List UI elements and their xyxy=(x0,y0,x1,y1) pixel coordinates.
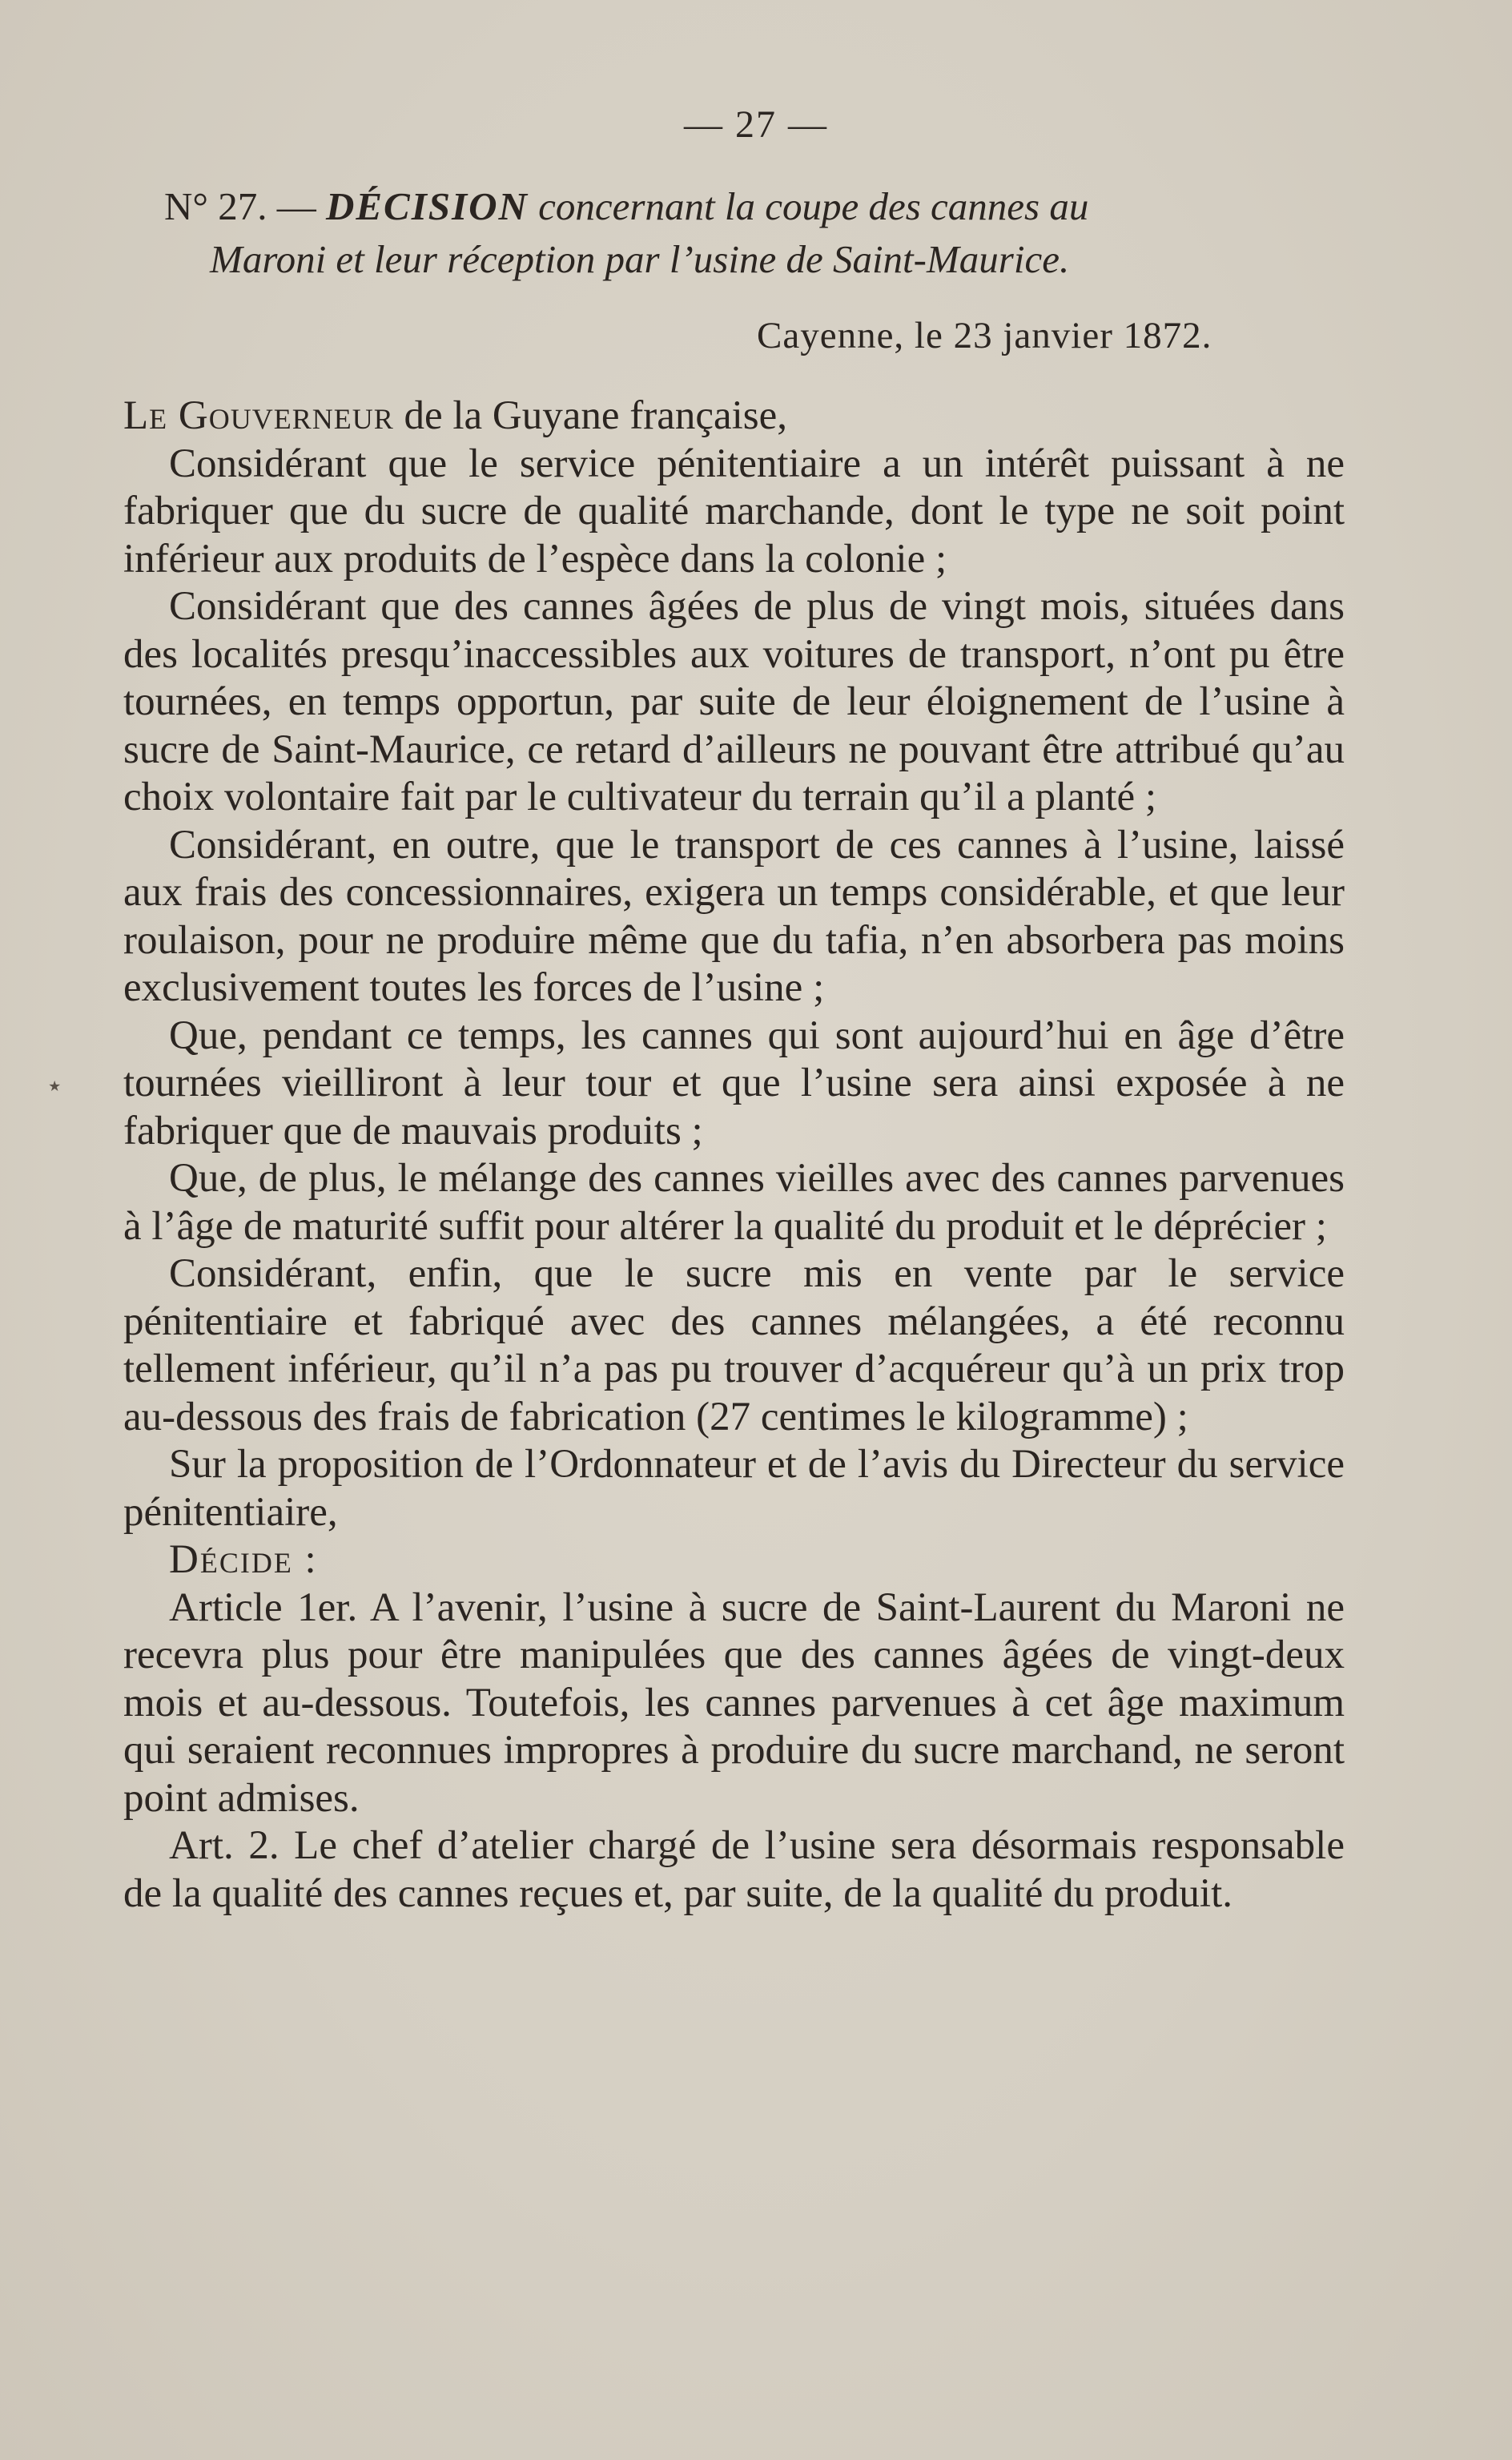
paragraph-7: Sur la proposition de l’Ordonnateur et de l’avis du Directeur du service pénitentiaire, xyxy=(123,1442,1345,1535)
paragraph-2: Considérant que des cannes âgées de plus de vingt mois, situées dans des localités presqu’inaccessibles aux voitures de transport, n’ont pu être tournées, en temps opportun, par suite de leur éloignement de l’usine à sucre de Saint-Maurice, ce retard d’ailleurs ne pouvant être attribué qu’au choix volontaire fait par le cultivateur du terrain qu’il a planté ; xyxy=(123,584,1345,819)
title-dash: — xyxy=(267,184,326,228)
governor-rest: de la Guyane française, xyxy=(393,393,788,438)
paragraph-1: Considérant que le service pénitentiaire a un intérêt puissant à ne fabriquer que du sucre de qualité marchande, dont le type ne soit point inférieur aux produits de l’espèce dans la colonie ; xyxy=(123,441,1345,582)
decision-title xyxy=(164,180,1365,286)
governor-line xyxy=(123,393,1345,441)
decision-body xyxy=(123,393,1345,1918)
article-2: Art. 2. Le chef d’atelier chargé de l’usine sera désormais responsable de la qualité des cannes reçues et, par suite, de la qualité du produit. xyxy=(123,1823,1345,1916)
article-1: Article 1er. A l’avenir, l’usine à sucre de Saint-Laurent du Maroni ne recevra plus pour être manipulées que des cannes âgées de vingt-deux mois et au-dessous. Toutefois, les cannes parvenues à cet âge maximum qui seraient reconnues impropres à produire du sucre marchand, ne seront point admises. xyxy=(123,1584,1345,1821)
dateline: Cayenne, le 23 janvier 1872. xyxy=(757,315,1212,356)
governor-label: Le Gouverneur xyxy=(123,393,394,438)
decide-heading xyxy=(123,1536,1345,1584)
page-number: — 27 — xyxy=(684,103,828,146)
title-line1-rest: concernant la coupe des cannes au xyxy=(528,184,1089,228)
decide-label: Décide : xyxy=(169,1537,318,1582)
paragraph-3: Considérant, en outre, que le transport de ces cannes à l’usine, laissé aux frais des concessionnaires, exigera un temps considérable, et que leur roulaison, pour ne produire même que du tafia, n’en absorbera pas moins exclusivement toutes les forces de l’usine ; xyxy=(123,822,1345,1010)
paragraph-5: Que, de plus, le mélange des cannes vieilles avec des cannes parvenues à l’âge de maturité suffit pour altérer la qualité du produit et le déprécier ; xyxy=(123,1156,1345,1249)
paragraph-4: Que, pendant ce temps, les cannes qui sont aujourd’hui en âge d’être tournées vieilliront à leur tour et que l’usine sera ainsi exposée à ne fabriquer que de mauvais produits ; xyxy=(123,1013,1345,1154)
paragraph-6: Considérant, enfin, que le sucre mis en vente par le service pénitentiaire et fabriqué avec des cannes mélangées, a été reconnu tellement inférieur, qu’il n’a pas pu trouver d’acquéreur qu’à un prix trop au-dessous des frais de fabrication (27 centimes le kilogramme) ; xyxy=(123,1251,1345,1439)
decision-word: DÉCISION xyxy=(325,184,529,228)
decision-number: N° 27. xyxy=(164,184,267,228)
margin-mark: ٭ xyxy=(48,1073,62,1099)
title-line2: Maroni et leur réception par l’usine de Saint-Maurice. xyxy=(210,237,1070,281)
